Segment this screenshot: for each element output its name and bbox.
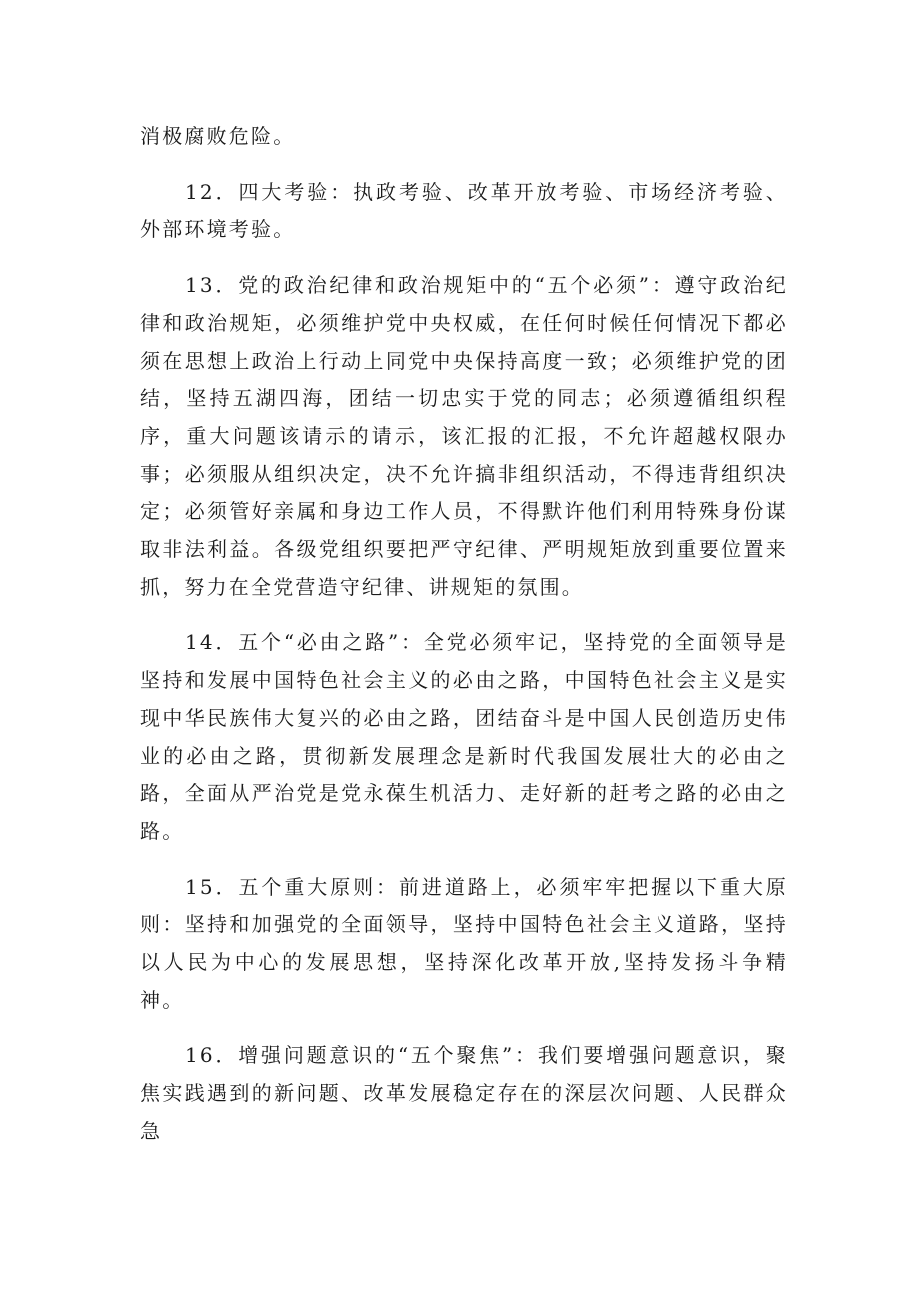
paragraph-13: 13．党的政治纪律和政治规矩中的“五个必须”：遵守政治纪律和政治规矩，必须维护党中央权威，在任何时候任何情况下都必须在思想上政治上行动上同党中央保持高度一致；必须维护党的团结，坚持五湖四海，团结一切忠实于党的同志；必须遵循组织程序，重大问题该请示的请示，该汇报的汇报，不允许超越权限办事；必须服从组织决定，决不允许搞非组织活动，不得违背组织决定；必须管好亲属和身边工作人员，不得默许他们利用特殊身份谋取非法利益。各级党组织要把严守纪律、严明规矩放到重要位置来抓，努力在全党营造守纪律、讲规矩的氛围。: [140, 273, 788, 599]
document-body: [140, 118, 788, 1151]
paragraph-16: 16．增强问题意识的“五个聚焦”：我们要增强问题意识，聚焦实践遇到的新问题、改革发展稳定存在的深层次问题、人民群众急: [140, 1043, 788, 1143]
paragraph-15: 15．五个重大原则：前进道路上，必须牢牢把握以下重大原则：坚持和加强党的全面领导，坚持中国特色社会主义道路，坚持以人民为中心的发展思想，坚持深化改革开放,坚持发扬斗争精神。: [140, 874, 788, 1012]
paragraph-12: 12．四大考验：执政考验、改革开放考验、市场经济考验、外部环境考验。: [140, 179, 788, 242]
paragraph-14: 14．五个“必由之路”：全党必须牢记，坚持党的全面领导是坚持和发展中国特色社会主义的必由之路，中国特色社会主义是实现中华民族伟大复兴的必由之路，团结奋斗是中国人民创造历史伟业的必由之路，贯彻新发展理念是新时代我国发展壮大的必由之路，全面从严治党是党永葆生机活力、走好新的赶考之路的必由之路。: [140, 630, 788, 843]
paragraph-11-tail: 消极腐败危险。: [140, 124, 296, 148]
